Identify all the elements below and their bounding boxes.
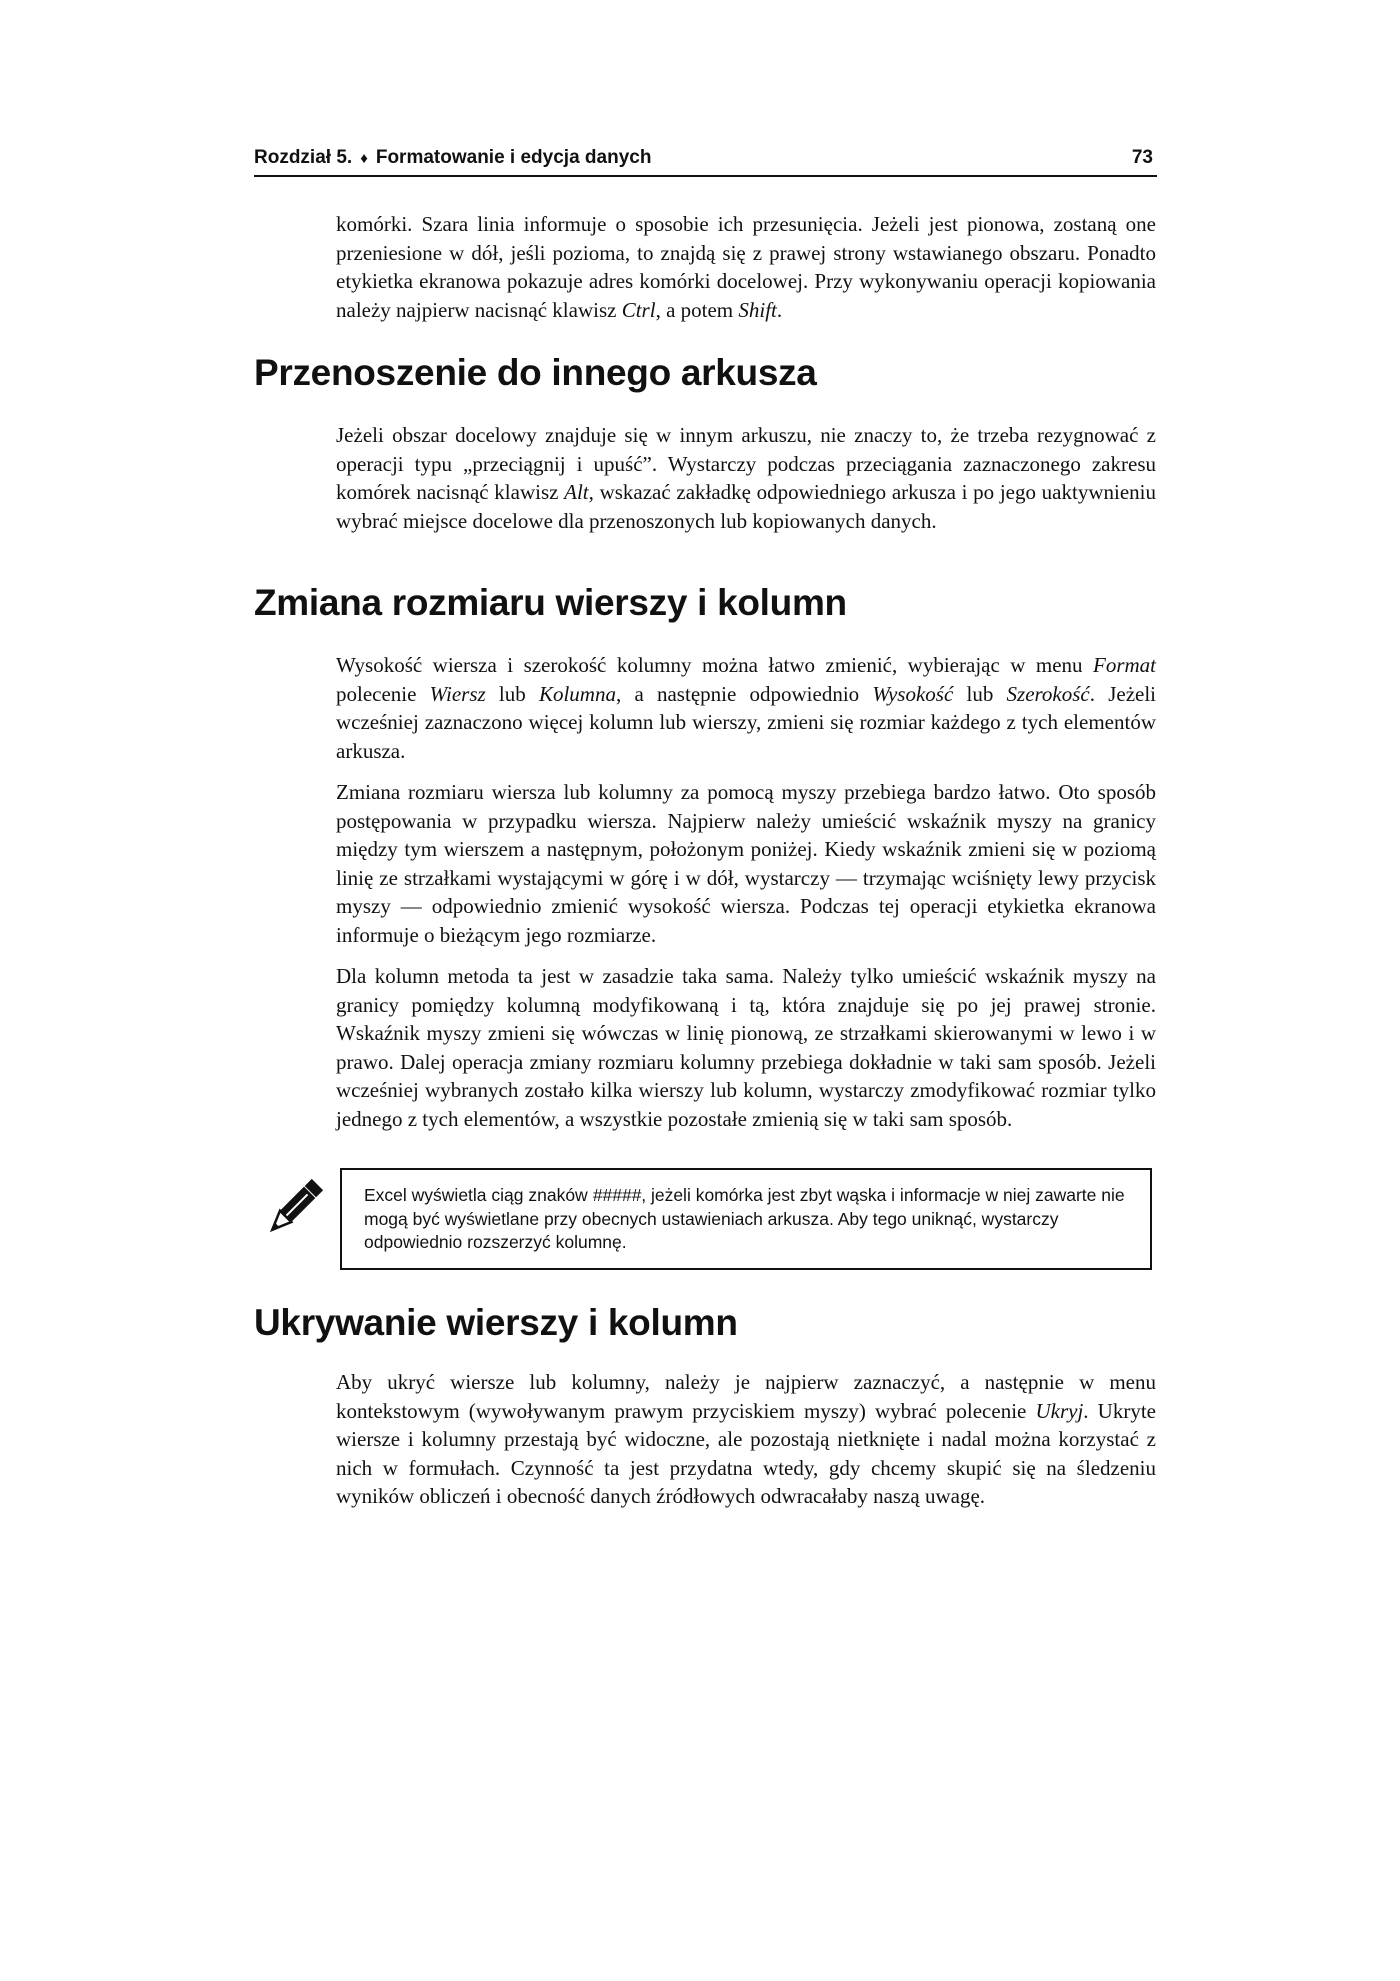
text-run: Dla kolumn metoda ta jest w zasadzie taka sama. Należy tylko umieścić wskaźnik myszy na granicy pomiędzy kolumną modyfikowaną i tą, która znajduje się po jej prawej stronie. Wskaźnik myszy zmieni się wówczas w linię pionową, ze strzałkami skierowanymi w lewo i w prawo. Dalej operacja zmiany rozmiaru kolumny przebiega dokładnie w taki sam sposób. Jeżeli wcześniej wybranych zostało kilka wierszy lub kolumn, wystarczy zmodyfikować rozmiar tylko jednego z tych elementów, a wszystkie pozostałe zmienią się w taki sam sposób. <box>336 964 1156 1131</box>
text-run: . Jeżeli wcześniej zaznaczono więcej kolumn lub wierszy, zmieni się rozmiar każdego z tych elementów arkusza. <box>336 681 1157 763</box>
text-run: Aby ukryć wiersze lub kolumny, należy je najpierw zaznaczyć, a następnie w menu kontekstowym (wywoływanym prawym przyciskiem myszy) wybrać polecenie <box>336 1370 1156 1423</box>
italic-term: Wysokość <box>872 681 954 706</box>
diamond-separator-icon: ♦ <box>360 150 368 167</box>
paragraph <box>336 778 1156 949</box>
italic-term: Ctrl <box>621 297 656 322</box>
italic-term: ##### <box>592 1185 642 1205</box>
italic-term: Alt <box>564 480 589 504</box>
intro-section <box>336 210 1156 324</box>
text-run: Jeżeli obszar docelowy znajduje się w innym arkuszu, nie znaczy to, że trzeba rezygnować z operacji typu „przeciągnij i upuść”. Wystarczy podczas przeciągania zaznaczonego zakresu komórek nacisnąć klawisz <box>336 423 1156 504</box>
pencil-icon <box>258 1176 326 1244</box>
section-heading-przenoszenie: Przenoszenie do innego arkusza <box>254 352 817 393</box>
paragraph <box>336 651 1156 765</box>
text-run: , jeżeli komórka jest zbyt wąska i informacje w niej zawarte nie mogą być wyświetlane przy obecnych ustawieniach arkusza. Aby tego uniknąć, wystarczy odpowiednio rozszerzyć kolumnę. <box>364 1185 1125 1252</box>
text-run: . Ukryte wiersze i kolumny przestają być widoczne, ale pozostają nietknięte i nadal można korzystać z nich w formułach. Czynność ta jest przydatna wtedy, gdy chcemy skupić się na śledzeniu wyników obliczeń i obecność danych źródłowych odwracałaby naszą uwagę. <box>336 1398 1156 1508</box>
italic-term: Ukryj <box>1035 1398 1084 1423</box>
italic-term: Kolumna <box>538 681 616 706</box>
italic-term: Wiersz <box>429 681 486 706</box>
text-run: . <box>776 297 783 322</box>
text-run: , a potem <box>655 297 739 322</box>
section-ukrywanie-body <box>336 1368 1156 1511</box>
text-run: lub <box>485 681 539 706</box>
section-heading-ukrywanie: Ukrywanie wierszy i kolumn <box>254 1302 738 1343</box>
text-run: , wskazać zakładkę odpowiedniego arkusza i po jego uaktywnieniu wybrać miejsce docelowe dla przenoszonych lub kopiowanych danych. <box>336 480 1156 533</box>
chapter-title: Formatowanie i edycja danych <box>375 147 652 168</box>
page-number: 73 <box>1131 147 1153 168</box>
text-run: polecenie <box>336 681 430 706</box>
note-text <box>364 1184 1134 1255</box>
header-chapter-title <box>254 147 651 169</box>
italic-term: Shift <box>738 297 777 322</box>
text-run: , a następnie odpowiednio <box>615 681 873 706</box>
intro-paragraph <box>336 210 1156 324</box>
text-run: Wysokość wiersza i szerokość kolumny można łatwo zmienić, wybierając w menu <box>336 653 1093 677</box>
text-run: Excel wyświetla ciąg znaków <box>364 1185 593 1205</box>
paragraph <box>336 421 1156 535</box>
paragraph <box>336 962 1156 1133</box>
note-box <box>340 1168 1152 1270</box>
text-run: lub <box>953 681 1007 706</box>
section-przenoszenie-body <box>336 421 1156 535</box>
section-zmiana-rozmiaru-body <box>336 651 1156 1133</box>
chapter-label: Rozdział 5. <box>254 147 353 168</box>
paragraph <box>336 1368 1156 1511</box>
text-run: komórki. Szara linia informuje o sposobie ich przesunięcia. Jeżeli jest pionowa, zostaną one przeniesione w dół, jeśli pozioma, to znajdą się z prawej strony wstawianego obszaru. Ponadto etykietka ekranowa pokazuje adres komórki docelowej. Przy wykonywaniu operacji kopiowania należy najpierw nacisnąć klawisz <box>336 212 1156 322</box>
italic-term: Szerokość <box>1006 681 1090 706</box>
text-run: Zmiana rozmiaru wiersza lub kolumny za pomocą myszy przebiega bardzo łatwo. Oto sposób postępowania w przypadku wiersza. Najpierw należy umieścić wskaźnik myszy na granicy między tym wierszem a następnym, położonym poniżej. Kiedy wskaźnik zmieni się w poziomą linię ze strzałkami wystającymi w górę i w dół, wystarczy — trzymając wciśnięty lewy przycisk myszy — odpowiednio zmienić wysokość wiersza. Podczas tej operacji etykietka ekranowa informuje o bieżącym jego rozmiarze. <box>336 780 1156 947</box>
running-header <box>254 145 1157 177</box>
italic-term: Format <box>1093 653 1156 677</box>
section-heading-zmiana-rozmiaru: Zmiana rozmiaru wierszy i kolumn <box>254 582 847 623</box>
